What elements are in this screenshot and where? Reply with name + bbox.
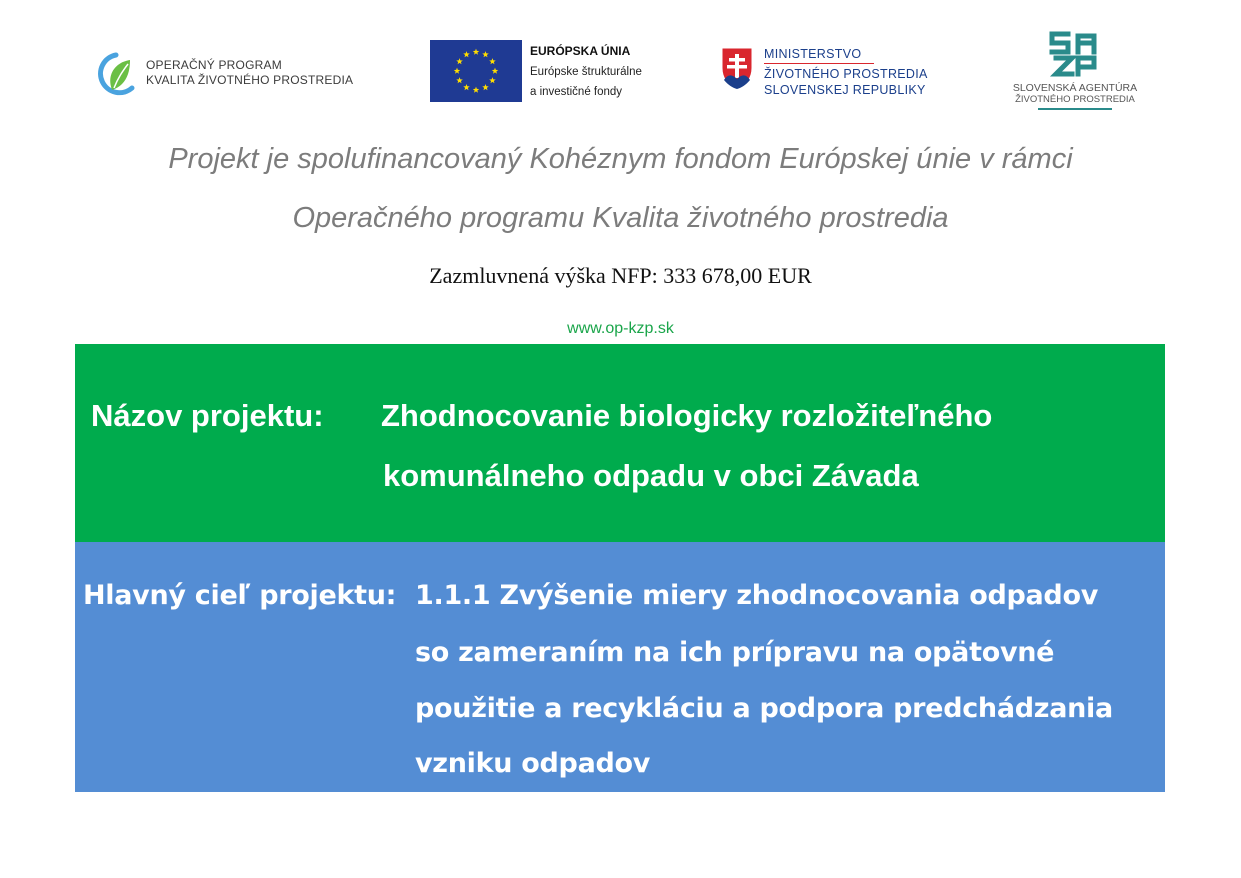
eu-star-icon: [489, 77, 495, 83]
op-kzp-line2: KVALITA ŽIVOTNÉHO PROSTREDIA: [146, 73, 354, 87]
project-goal-line2: so zameraním na ich prípravu na opätovné: [415, 637, 1055, 668]
project-name-box: [75, 344, 1165, 542]
nfp-amount: Zazmluvnená výška NFP: 333 678,00 EUR: [429, 263, 812, 288]
ministry-underline: [764, 63, 874, 64]
ministry-line1: MINISTERSTVO: [764, 47, 862, 61]
eu-star-icon: [473, 49, 479, 55]
ministry-logo: [720, 44, 980, 100]
eu-star-icon: [473, 87, 479, 93]
op-kzp-line1: OPERAČNÝ PROGRAM: [146, 58, 282, 72]
eu-star-icon: [492, 68, 498, 74]
eu-star-icon: [482, 84, 488, 90]
sazp-underline: [1038, 108, 1112, 110]
website-link[interactable]: www.op-kzp.sk: [567, 320, 674, 337]
funding-statement-line1: Projekt je spolufinancovaný Kohéznym fondom Európskej únie v rámci: [168, 143, 1073, 175]
eu-star-icon: [454, 68, 460, 74]
eu-star-icon: [463, 84, 469, 90]
eu-star-icon: [456, 77, 462, 83]
sazp-monogram-icon: [1046, 30, 1102, 78]
eu-star-icon: [463, 51, 469, 57]
eu-title: EURÓPSKA ÚNIA: [530, 44, 631, 58]
project-name-line1: Zhodnocovanie biologicky rozložiteľného: [381, 398, 993, 433]
project-goal-line4: vzniku odpadov: [415, 748, 651, 779]
eu-line2: Európske štrukturálne: [530, 66, 642, 78]
leaf-circle-icon: [92, 50, 140, 98]
eu-line3: a investičné fondy: [530, 86, 623, 98]
eu-logo: [430, 40, 670, 104]
eu-star-icon: [482, 51, 488, 57]
project-goal-label: Hlavný cieľ projektu:: [83, 580, 397, 611]
sazp-logo: [1000, 30, 1150, 112]
eu-star-icon: [489, 58, 495, 64]
ministry-line3: SLOVENSKEJ REPUBLIKY: [764, 83, 926, 97]
slovak-coat-of-arms-icon: [720, 46, 754, 90]
project-goal-line1: 1.1.1 Zvýšenie miery zhodnocovania odpadov: [415, 580, 1098, 611]
eu-star-icon: [456, 58, 462, 64]
op-kzp-logo: [92, 50, 382, 100]
ministry-line2: ŽIVOTNÉHO PROSTREDIA: [764, 67, 928, 81]
sazp-line1: SLOVENSKÁ AGENTÚRA: [1012, 82, 1138, 94]
project-goal-line3: použitie a recykláciu a podpora predchádzania: [415, 693, 1113, 724]
eu-flag-icon: [430, 40, 522, 102]
project-name-line2: komunálneho odpadu v obci Závada: [383, 458, 919, 493]
project-goal-box: [75, 542, 1165, 792]
funding-statement-line2: Operačného programu Kvalita životného prostredia: [292, 202, 949, 234]
project-name-label: Názov projektu:: [91, 398, 324, 433]
sazp-line2: ŽIVOTNÉHO PROSTREDIA: [1015, 94, 1135, 105]
